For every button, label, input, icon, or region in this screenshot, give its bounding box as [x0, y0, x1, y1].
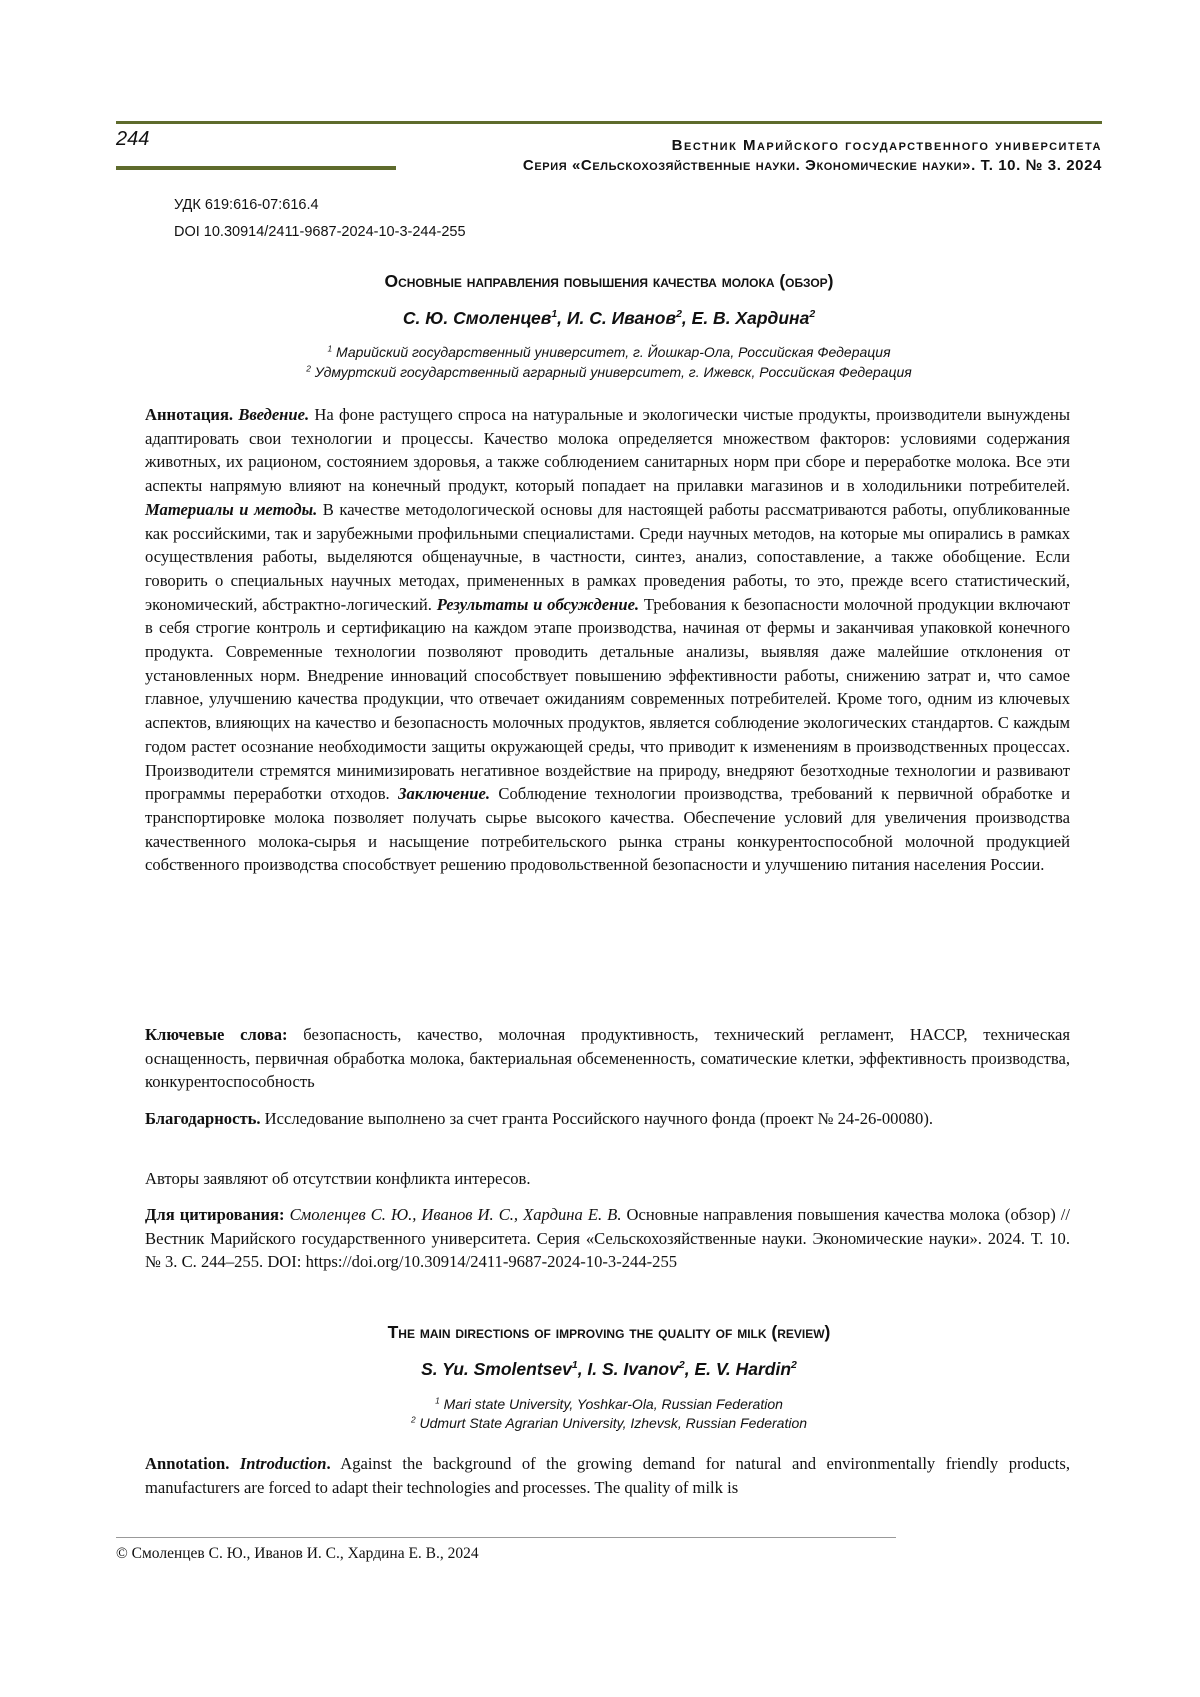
author-name: E. V. Hardin [694, 1359, 792, 1379]
affiliation-mark: 2 [306, 363, 311, 374]
author-separator: , [684, 1359, 695, 1379]
intro-text: Against the background of the growing demand for natural and environmentally friendly products, manufacturers are forced to adapt their technologies and processes. The quality of milk is [145, 1454, 1070, 1497]
journal-series: Серия «Сельскохозяйственные науки. Экономические науки». Т. 10. № 3. 2024 [522, 157, 1102, 174]
page-number: 244 [116, 128, 150, 150]
keywords-ru [145, 1023, 1070, 1094]
intro-label: Introduction [239, 1454, 327, 1473]
affiliation-text: Mari state University, Yoshkar-Ola, Russian Federation [439, 1396, 783, 1412]
affiliation-text: Udmurt State Agrarian University, Izhevsk, Russian Federation [415, 1415, 808, 1431]
affiliation-mark: 1 [551, 308, 558, 321]
affiliation-mark: 1 [571, 1359, 578, 1372]
journal-title: Вестник Марийского государственного университета [671, 137, 1102, 154]
keywords-label: Ключевые слова: [145, 1025, 288, 1044]
copyright: © Смоленцев С. Ю., Иванов И. С., Хардина Е. В., 2024 [116, 1545, 479, 1562]
citation-text: Основные направления повышения качества молока (обзор) // Вестник Марийского государственного университета. Серия «Сельскохозяйственные науки. Экономические науки». 2024. Т. 10. № 3. С. 244–255. DOI: https://doi.org/10.30914/2411-9687-2024-10-3-244-255 [145, 1205, 1071, 1272]
acknowledgment-label: Благодарность. [145, 1109, 261, 1128]
abstract-label: Annotation. [145, 1454, 230, 1473]
intro-dot: . [326, 1454, 331, 1473]
citation-authors: Смоленцев С. Ю., Иванов И. С., Хардина Е. В. [284, 1205, 622, 1224]
affiliation-mark: 1 [327, 343, 333, 354]
author-name: S. Yu. Smolentsev [421, 1359, 572, 1379]
conflict-statement: Авторы заявляют об отсутствии конфликта интересов. [145, 1169, 531, 1188]
affiliation-mark: 2 [809, 308, 816, 321]
acknowledgment [145, 1107, 1070, 1131]
methods-label: Материалы и методы. [145, 499, 318, 519]
intro-label: Введение. [238, 405, 310, 424]
author-name: I. S. Ivanov [587, 1359, 679, 1379]
author-name: С. Ю. Смоленцев [402, 308, 552, 328]
author-name: Е. В. Хардина [691, 308, 810, 328]
citation-label: Для цитирования: [145, 1205, 285, 1224]
affiliation-mark: 2 [676, 308, 682, 321]
acknowledgment-text: Исследование выполнено за счет гранта Российского научного фонда (проект № 24-26-00080). [260, 1109, 934, 1128]
affiliation-mark: 1 [435, 1395, 440, 1406]
affiliation-ru-1 [116, 344, 1102, 360]
udk-code: УДК 619:616-07:616.4 [174, 197, 319, 213]
article-title-en: The main directions of improving the quality of milk (review) [387, 1322, 831, 1342]
footnote-rule [116, 1537, 896, 1538]
authors-ru [116, 308, 1102, 329]
author-name: И. С. Иванов [566, 308, 677, 328]
abstract-ru [145, 403, 1070, 877]
header-top-rule [116, 121, 1102, 124]
header-accent-rule [116, 166, 396, 170]
affiliation-text: Марийский государственный университет, г. Йошкар-Ола, Российская Федерация [332, 344, 891, 360]
keywords-text: безопасность, качество, молочная продуктивность, технический регламент, HACCP, техническая оснащенность, первичная обработка молока, бактериальная обсемененность, соматические клетки, эффективность производства, конкурентоспособность [145, 1025, 1071, 1092]
affiliation-en-1 [116, 1396, 1102, 1412]
affiliation-ru-2 [116, 364, 1102, 380]
affiliation-mark: 2 [791, 1359, 797, 1372]
author-separator: , [577, 1359, 588, 1379]
affiliation-mark: 2 [410, 1414, 416, 1425]
conclusion-label: Заключение. [398, 784, 491, 804]
abstract-en [145, 1452, 1070, 1499]
conclusion-text: Соблюдение технологии производства, требований к первичной обработке и транспортировке молока позволяет получать сырье высокого качества. Обеспечение условий для увеличения производства качественного молока-сырья и насыщение потребительского рынка страны конкурентоспособной молочной продукцией собственного производства способствует решению продовольственной безопасности и улучшению питания населения России. [145, 784, 1070, 875]
methods-text: В качестве методологической основы для настоящей работы рассматриваются работы, опубликованные как российскими, так и зарубежными профильными специалистами. Среди научных методов, на которые мы опирались в рамках осуществления работы, выделяются общенаучные, в частности, синтез, анализ, сопоставление, а также обобщение. Если говорить о специальных научных методах, примененных в рамках проведения работы, то это, прежде всего статистический, экономический, абстрактно-логический. [145, 499, 1071, 614]
abstract-label: Аннотация. [145, 405, 234, 424]
results-text: Требования к безопасности молочной продукции включают в себя строгие контроль и сертификацию на каждом этапе производства, начиная от фермы и заканчивая упаковкой конечного продукта. Современные технологии позволяют проводить детальные анализы, выявляя даже малейшие отклонения от установленных норм. Внедрение инноваций способствует повышению эффективности работы, снижению затрат и, что самое главное, улучшению качества продукции, что отвечает ожиданиям современных потребителей. Кроме того, одним из ключевых аспектов, влияющих на качество и безопасность молочных продуктов, является соблюдение экологических стандартов. С каждым годом растет осознание необходимости защиты окружающей среды, что приводит к изменениям в производственных процессах. Производители стремятся минимизировать негативное воздействие на природу, внедряют безотходные технологии и развивают программы переработки отходов. [145, 594, 1070, 804]
results-label: Результаты и обсуждение. [436, 594, 640, 614]
intro-text: На фоне растущего спроса на натуральные и экологически чистые продукты, производители вынуждены адаптировать свои технологии и процессы. Качество молока определяется множеством факторов: условиями содержания животных, их рационом, состоянием здоровья, а также соблюдением санитарных норм при сборе и переработке молока. Все эти аспекты напрямую влияют на конечный продукт, который попадает на прилавки магазинов и в холодильники потребителей. [145, 405, 1070, 496]
author-separator: , [681, 308, 692, 328]
authors-en [116, 1359, 1102, 1380]
author-separator: , [557, 308, 567, 328]
article-title-ru: Основные направления повышения качества молока (обзор) [384, 271, 834, 291]
citation [145, 1203, 1070, 1274]
affiliation-mark: 2 [678, 1359, 685, 1372]
doi: DOI 10.30914/2411-9687-2024-10-3-244-255 [174, 224, 466, 240]
affiliation-en-2 [116, 1415, 1102, 1431]
affiliation-text: Удмуртский государственный аграрный университет, г. Ижевск, Российская Федерация [310, 364, 912, 380]
